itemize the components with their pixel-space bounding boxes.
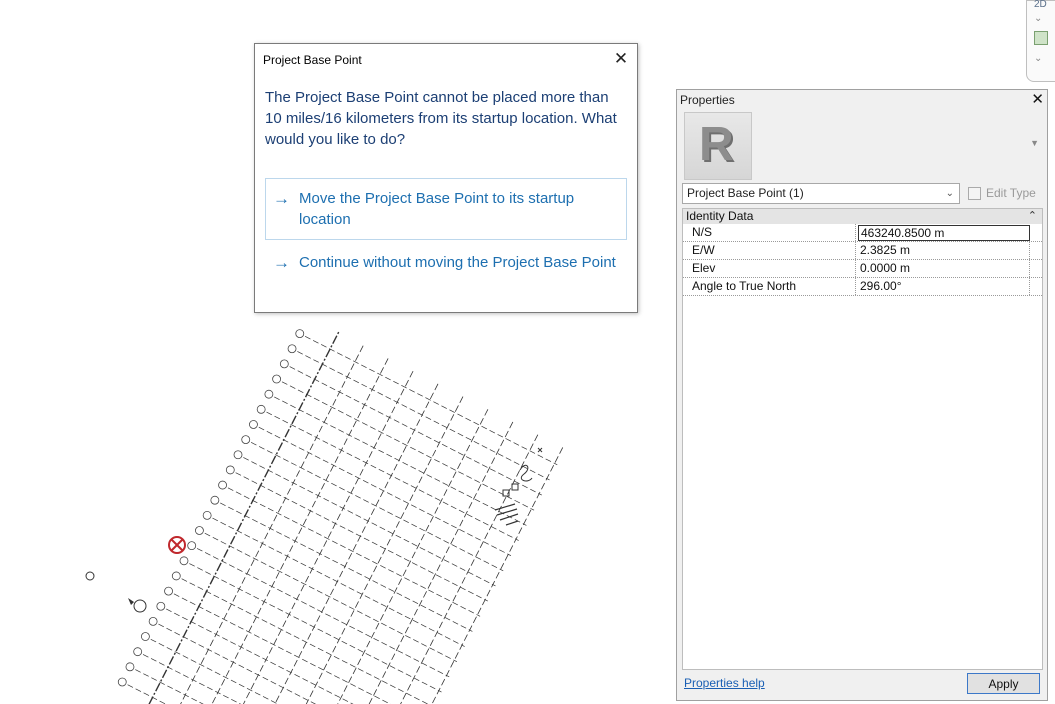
grid-line xyxy=(305,336,557,464)
grid-bubble-icon xyxy=(288,345,296,353)
elev-value-field[interactable]: 0.0000 m xyxy=(858,260,1030,277)
properties-help-link[interactable]: Properties help xyxy=(684,676,765,690)
grid-line xyxy=(224,368,415,704)
grid-line xyxy=(128,685,380,704)
annotation-symbol-icon xyxy=(495,504,518,525)
properties-grid xyxy=(682,208,1043,670)
property-row-elev xyxy=(683,260,1042,278)
grid-bubble-icon xyxy=(226,466,234,474)
grid-line xyxy=(249,381,440,704)
apply-button[interactable]: Apply xyxy=(967,673,1040,694)
grid-line xyxy=(212,518,464,646)
annotation-symbol-icon xyxy=(538,448,542,452)
chevron-down-icon[interactable]: ⌄ xyxy=(1034,53,1043,64)
property-name: E/W xyxy=(683,242,856,259)
grid-bubble-icon xyxy=(141,633,149,641)
continue-without-moving-button[interactable] xyxy=(265,242,627,302)
view-controls[interactable] xyxy=(1026,0,1055,82)
grid-line xyxy=(174,594,426,704)
grid-bubble-icon xyxy=(149,617,157,625)
dialog-message: The Project Base Point cannot be placed more than 10 miles/16 kilometers from its startup location. What would you like to do? xyxy=(265,89,617,148)
property-row-ns xyxy=(683,224,1042,242)
grid-bubble-icon xyxy=(165,587,173,595)
property-name: Elev xyxy=(683,260,856,277)
instance-type-value: Project Base Point (1) xyxy=(687,186,804,200)
grid-bubble-icon xyxy=(265,390,273,398)
grid-line xyxy=(166,609,418,704)
grid-bubble-icon xyxy=(172,572,180,580)
edit-type-icon xyxy=(968,187,981,200)
group-header-identity-data[interactable] xyxy=(683,209,1042,224)
grid-bubble-icon xyxy=(134,648,142,656)
edit-type-button[interactable] xyxy=(966,184,1046,204)
grid-bubble-icon xyxy=(180,557,188,565)
grid-line xyxy=(197,548,449,676)
ns-value-field[interactable]: 463240.8500 m xyxy=(858,225,1030,241)
elevation-marker-icon xyxy=(134,600,146,612)
grid-bubble-icon xyxy=(157,602,165,610)
move-to-startup-label: Move the Project Base Point to its startup location xyxy=(299,190,575,228)
grid-bubble-icon xyxy=(211,496,219,504)
instance-type-select[interactable] xyxy=(682,183,960,204)
close-icon[interactable]: ✕ xyxy=(1031,91,1044,108)
grid-line xyxy=(220,503,472,631)
grid-line xyxy=(151,639,403,704)
grid-line xyxy=(259,427,511,555)
revit-r-icon: R xyxy=(684,112,752,180)
grid-line xyxy=(274,397,526,525)
grid-bubble-icon xyxy=(273,375,281,383)
group-header-label: Identity Data xyxy=(686,209,754,223)
properties-palette xyxy=(676,89,1048,701)
angle-value-field[interactable]: 296.00° xyxy=(858,278,1030,295)
edit-type-label: Edit Type xyxy=(986,186,1036,200)
grid-line xyxy=(158,624,410,704)
grid-bubble-icon xyxy=(242,436,250,444)
grid-line xyxy=(143,654,395,704)
grid-line xyxy=(373,445,564,704)
close-icon[interactable]: ✕ xyxy=(613,49,629,68)
grid-bubble-icon xyxy=(203,511,211,519)
grid-line xyxy=(236,473,488,601)
grid-bubble-icon xyxy=(296,330,304,338)
dialog-title: Project Base Point xyxy=(263,53,362,67)
grid-line xyxy=(348,432,539,704)
project-base-point-dialog xyxy=(254,43,638,313)
grid-line xyxy=(267,412,519,540)
grid-line xyxy=(228,488,480,616)
grid-bubble-icon xyxy=(234,451,242,459)
grid-line xyxy=(149,330,340,704)
chevron-down-icon[interactable]: ▼ xyxy=(1030,138,1039,148)
grid-line xyxy=(205,533,457,661)
grid-line xyxy=(199,356,390,704)
grid-bubble-icon xyxy=(126,663,134,671)
grid-bubble-icon xyxy=(280,360,288,368)
arrow-right-icon: → xyxy=(273,253,290,272)
grid-line xyxy=(135,670,387,704)
grid-line xyxy=(282,382,534,510)
grid-line xyxy=(299,407,490,704)
chevron-down-icon[interactable]: ⌄ xyxy=(1034,13,1043,24)
property-row-ew xyxy=(683,242,1042,260)
grid-bubble-icon xyxy=(219,481,227,489)
annotation-symbol-icon xyxy=(512,484,518,490)
grid-bubble-icon xyxy=(188,542,196,550)
view-2d-label[interactable]: 2D xyxy=(1034,0,1047,10)
grid-line xyxy=(290,367,542,495)
property-name: Angle to True North xyxy=(683,278,856,295)
grid-line xyxy=(297,351,549,479)
properties-title: Properties xyxy=(680,93,735,107)
grid-line xyxy=(251,442,503,570)
grid-bubble-icon xyxy=(249,420,257,428)
property-name: N/S xyxy=(683,224,856,241)
ew-value-field[interactable]: 2.3825 m xyxy=(858,242,1030,259)
grid-line xyxy=(243,457,495,585)
grid-bubble-icon xyxy=(257,405,265,413)
grid-bubble-icon xyxy=(195,527,203,535)
chevron-down-icon: ⌄ xyxy=(945,188,954,199)
property-row-angle xyxy=(683,278,1042,296)
arrow-right-icon: → xyxy=(273,189,290,208)
collapse-icon[interactable]: ⌃ xyxy=(1027,210,1037,222)
section-marker-icon xyxy=(128,598,134,605)
grid-line xyxy=(189,564,441,692)
grid-line xyxy=(182,579,434,704)
continue-without-moving-label: Continue without moving the Project Base Point xyxy=(299,254,616,271)
grid-bubble-icon xyxy=(118,678,126,686)
grid-line xyxy=(274,394,465,704)
zoom-region-icon[interactable] xyxy=(1034,31,1048,45)
survey-point-icon xyxy=(86,572,94,580)
move-to-startup-button[interactable] xyxy=(265,178,627,240)
